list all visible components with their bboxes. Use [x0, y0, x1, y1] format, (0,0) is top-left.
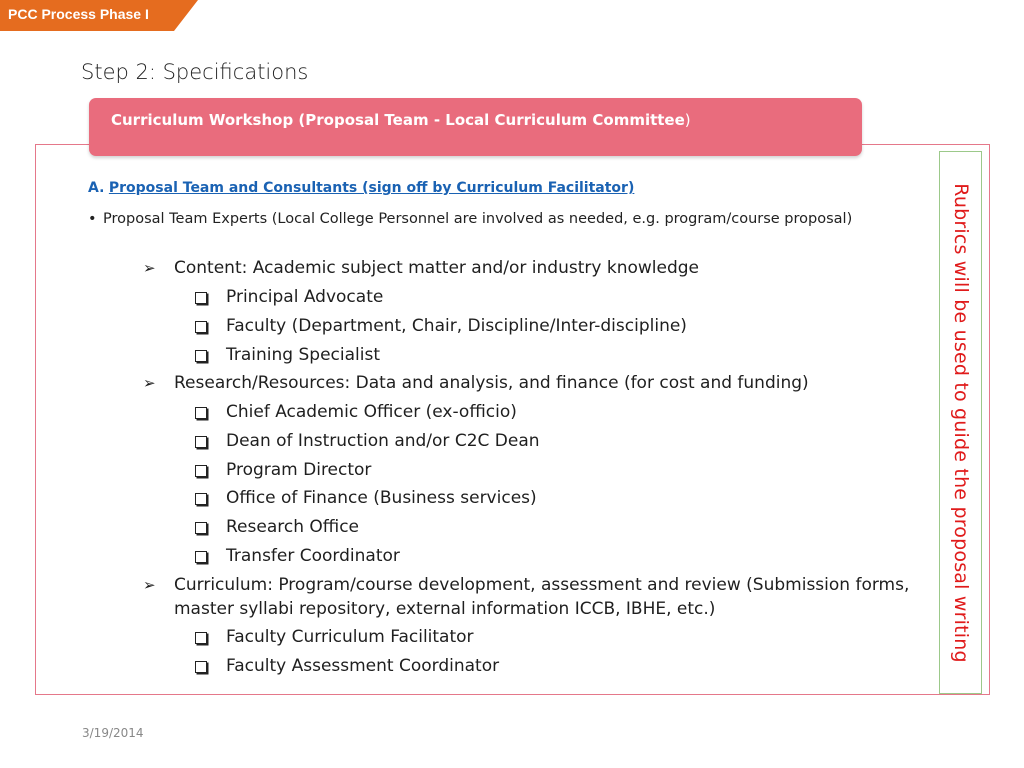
list-item-label: Training Specialist — [226, 345, 380, 365]
section-heading — [88, 180, 634, 196]
list-item-label: Office of Finance (Business services) — [226, 488, 537, 508]
section-letter: A. — [88, 180, 105, 196]
arrow-bullet-icon: ➢ — [143, 576, 156, 594]
list-item-label: Faculty Curriculum Facilitator — [226, 627, 474, 647]
list-item-label: Transfer Coordinator — [226, 546, 400, 566]
group-title: Curriculum: Program/course development, assessment and review (Submission forms, master syllabi repository, external information ICCB, IBHE, etc.) — [174, 575, 910, 619]
banner-close-paren: ) — [684, 111, 691, 129]
workshop-banner — [89, 98, 862, 156]
arrow-bullet-icon: ➢ — [143, 374, 156, 392]
intro-text: Proposal Team Experts (Local College Personnel are involved as needed, e.g. program/course proposal) — [103, 211, 853, 227]
phase-tab — [0, 0, 198, 31]
checkbox-bullet-icon — [195, 551, 207, 563]
checkbox-bullet-icon — [195, 493, 207, 505]
bullet-dot: • — [88, 211, 97, 227]
banner-title: Curriculum Workshop (Proposal Team - Local Curriculum Committee — [111, 111, 685, 129]
checkbox-bullet-icon — [195, 350, 207, 362]
list-item-label: Program Director — [226, 460, 372, 480]
list-item-label: Faculty (Department, Chair, Discipline/Inter-discipline) — [226, 316, 687, 336]
checkbox-bullet-icon — [195, 407, 207, 419]
proposal-team-link[interactable]: Proposal Team and Consultants (sign off by Curriculum Facilitator) — [108, 180, 635, 196]
checkbox-bullet-icon — [195, 292, 207, 304]
list-item-label: Research Office — [226, 517, 360, 537]
slide-date: 3/19/2014 — [82, 726, 144, 740]
list-item-label: Chief Academic Officer (ex-officio) — [226, 402, 517, 422]
side-note-text: Rubrics will be used to guide the proposal writing — [949, 182, 972, 663]
list-item-label: Faculty Assessment Coordinator — [226, 656, 500, 676]
group-curriculum — [143, 573, 914, 621]
checkbox-bullet-icon — [195, 632, 207, 644]
checkbox-bullet-icon — [195, 436, 207, 448]
group-title: Research/Resources: Data and analysis, and finance (for cost and funding) — [174, 373, 809, 393]
list-item-label: Principal Advocate — [226, 287, 384, 307]
checkbox-bullet-icon — [195, 321, 207, 333]
arrow-bullet-icon: ➢ — [143, 259, 156, 277]
page-title: Step 2: Specifications — [81, 60, 309, 84]
rubrics-side-note — [939, 151, 982, 694]
group-title: Content: Academic subject matter and/or industry knowledge — [174, 258, 699, 278]
checkbox-bullet-icon — [195, 661, 207, 673]
banner-text — [111, 111, 691, 129]
list-item-label: Dean of Instruction and/or C2C Dean — [226, 431, 540, 451]
intro-bullet — [88, 208, 918, 230]
phase-label: PCC Process Phase I — [8, 6, 149, 22]
checkbox-bullet-icon — [195, 522, 207, 534]
checkbox-bullet-icon — [195, 465, 207, 477]
